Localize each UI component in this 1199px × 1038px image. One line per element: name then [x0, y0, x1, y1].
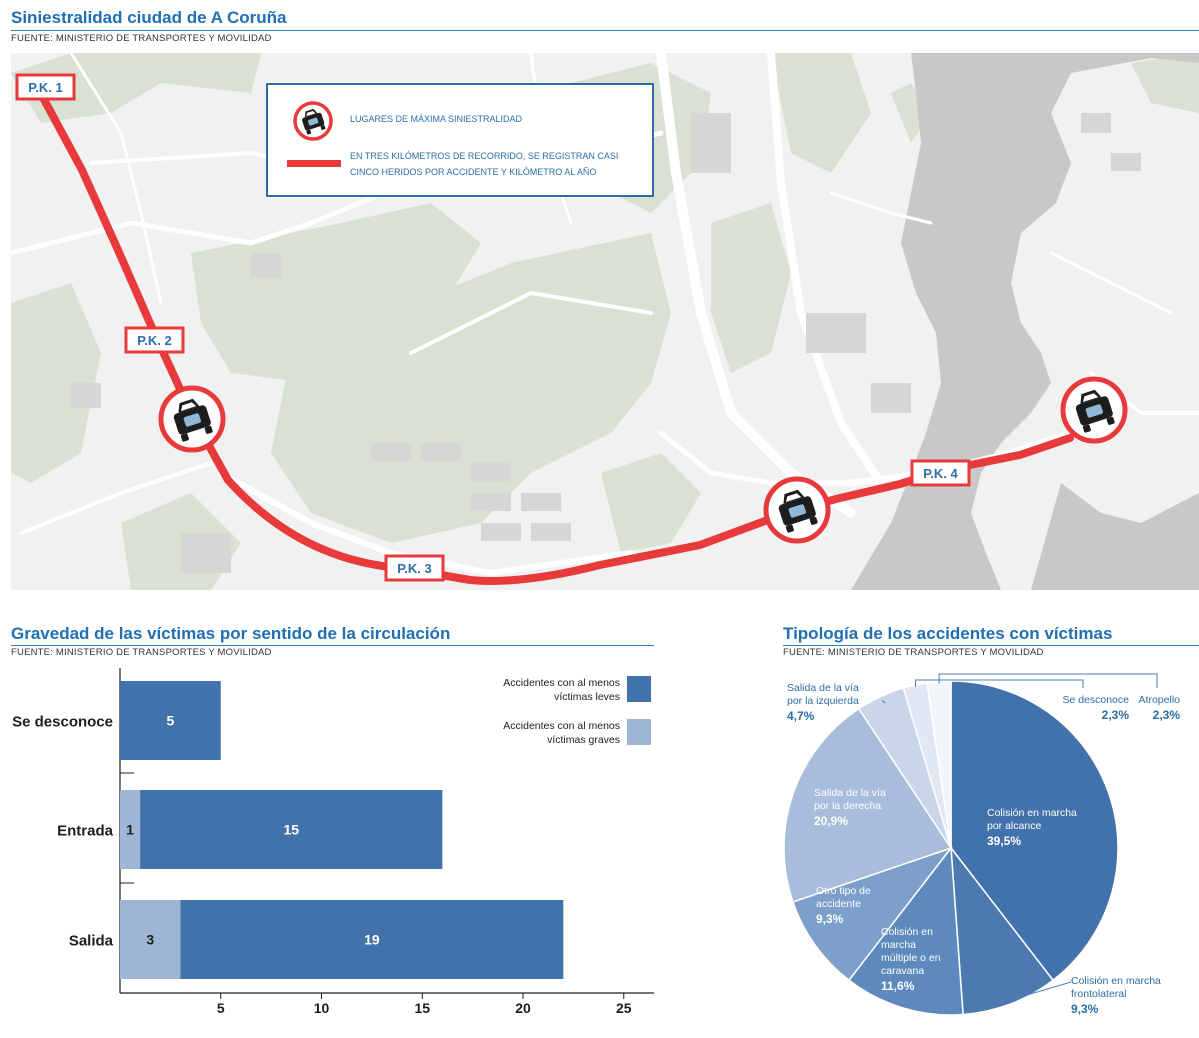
x-tick-label: 15: [414, 1000, 431, 1016]
slice-label: Atropello: [1138, 694, 1180, 706]
slice-label: por alcance: [987, 820, 1042, 832]
bar-chart-source: FUENTE: MINISTERIO DE TRANSPORTES Y MOVILIDAD: [11, 647, 272, 658]
slice-value: 2,3%: [1101, 708, 1129, 722]
x-tick-label: 25: [615, 1000, 632, 1016]
bar-chart: [0, 660, 670, 1038]
marker-pk4-label: P.K. 4: [923, 466, 958, 481]
slice-label: frontolateral: [1071, 988, 1127, 1000]
bar-leve-label: 19: [364, 931, 380, 948]
slice-label: Colisión en: [881, 926, 933, 938]
slice-value: 20,9%: [814, 814, 849, 828]
slice-label: caravana: [881, 965, 925, 977]
map-legend: [267, 84, 653, 196]
slice-label: por la izquierda: [787, 695, 859, 707]
bar-leve-label: 5: [166, 712, 175, 729]
slice-label: Colisión en marcha: [1071, 975, 1161, 987]
slice-value: 9,3%: [816, 912, 844, 926]
legend-label-line1: Accidentes con al menos: [503, 677, 620, 689]
marker-pk2: [126, 328, 183, 352]
map-title: Siniestralidad ciudad de A Coruña: [11, 8, 287, 27]
x-tick-label: 5: [216, 1000, 225, 1016]
hotspot-3: [1063, 379, 1125, 441]
bar-chart-title-rule: [11, 645, 654, 646]
map-source: FUENTE: MINISTERIO DE TRANSPORTES Y MOVILIDAD: [11, 33, 272, 44]
marker-pk1: [17, 75, 74, 99]
pie-chart: [775, 660, 1199, 1038]
legend-swatch: [627, 719, 651, 745]
pie-chart-title: Tipología de los accidentes con víctimas: [783, 624, 1113, 643]
legend-hotspot-label: LUGARES DE MÁXIMA SINIESTRALIDAD: [350, 114, 523, 124]
legend-label-line1: Accidentes con al menos: [503, 720, 620, 732]
legend-route-label-2: CINCO HERIDOS POR ACCIDENTE Y KILÓMETRO AL AÑO: [350, 167, 597, 177]
legend-swatch: [627, 676, 651, 702]
bar-grave-label: 1: [126, 821, 134, 838]
category-label: Se desconoce: [12, 713, 113, 731]
bar-chart-title: Gravedad de las víctimas por sentido de la circulación: [11, 624, 451, 643]
legend-label-line2: víctimas leves: [554, 691, 620, 703]
marker-pk1-label: P.K. 1: [28, 80, 63, 95]
slice-label: múltiple o en: [881, 952, 941, 964]
slice-value: 11,6%: [881, 979, 915, 993]
category-label: Entrada: [57, 822, 113, 840]
slice-label: Colisión en marcha: [987, 807, 1077, 819]
legend-route-line: [287, 160, 341, 167]
slice-label: marcha: [881, 939, 917, 951]
hotspot-2: [766, 479, 828, 541]
legend-label-line2: víctimas graves: [547, 734, 620, 746]
x-tick-label: 10: [313, 1000, 330, 1016]
slice-value: 2,3%: [1152, 708, 1180, 722]
marker-pk2-label: P.K. 2: [137, 333, 172, 348]
hotspot-1: [161, 388, 223, 450]
marker-pk3: [386, 556, 443, 580]
x-tick-label: 20: [515, 1000, 531, 1016]
slice-label: Salida de la vía: [787, 682, 859, 694]
marker-pk4: [912, 461, 969, 485]
slice-label: Se desconoce: [1062, 694, 1129, 706]
pie-chart-title-rule: [783, 645, 1199, 646]
legend-hotspot-symbol: [295, 103, 331, 139]
legend-route-label-1: EN TRES KILÓMETROS DE RECORRIDO, SE REGISTRAN CASI: [350, 151, 619, 161]
bar-leve-label: 15: [283, 821, 300, 838]
slice-label: Otro tipo de: [816, 885, 871, 897]
slice-label: accidente: [816, 898, 861, 910]
bar-grave-label: 3: [146, 931, 155, 948]
slice-label: por la derecha: [814, 800, 882, 812]
marker-pk3-label: P.K. 3: [397, 561, 432, 576]
slice-label: Salida de la vía: [814, 787, 886, 799]
category-label: Salida: [68, 932, 113, 950]
slice-value: 39,5%: [987, 834, 1022, 848]
slice-value: 9,3%: [1071, 1002, 1099, 1016]
slice-value: 4,7%: [787, 709, 815, 723]
pie-chart-source: FUENTE: MINISTERIO DE TRANSPORTES Y MOVILIDAD: [783, 647, 1044, 658]
